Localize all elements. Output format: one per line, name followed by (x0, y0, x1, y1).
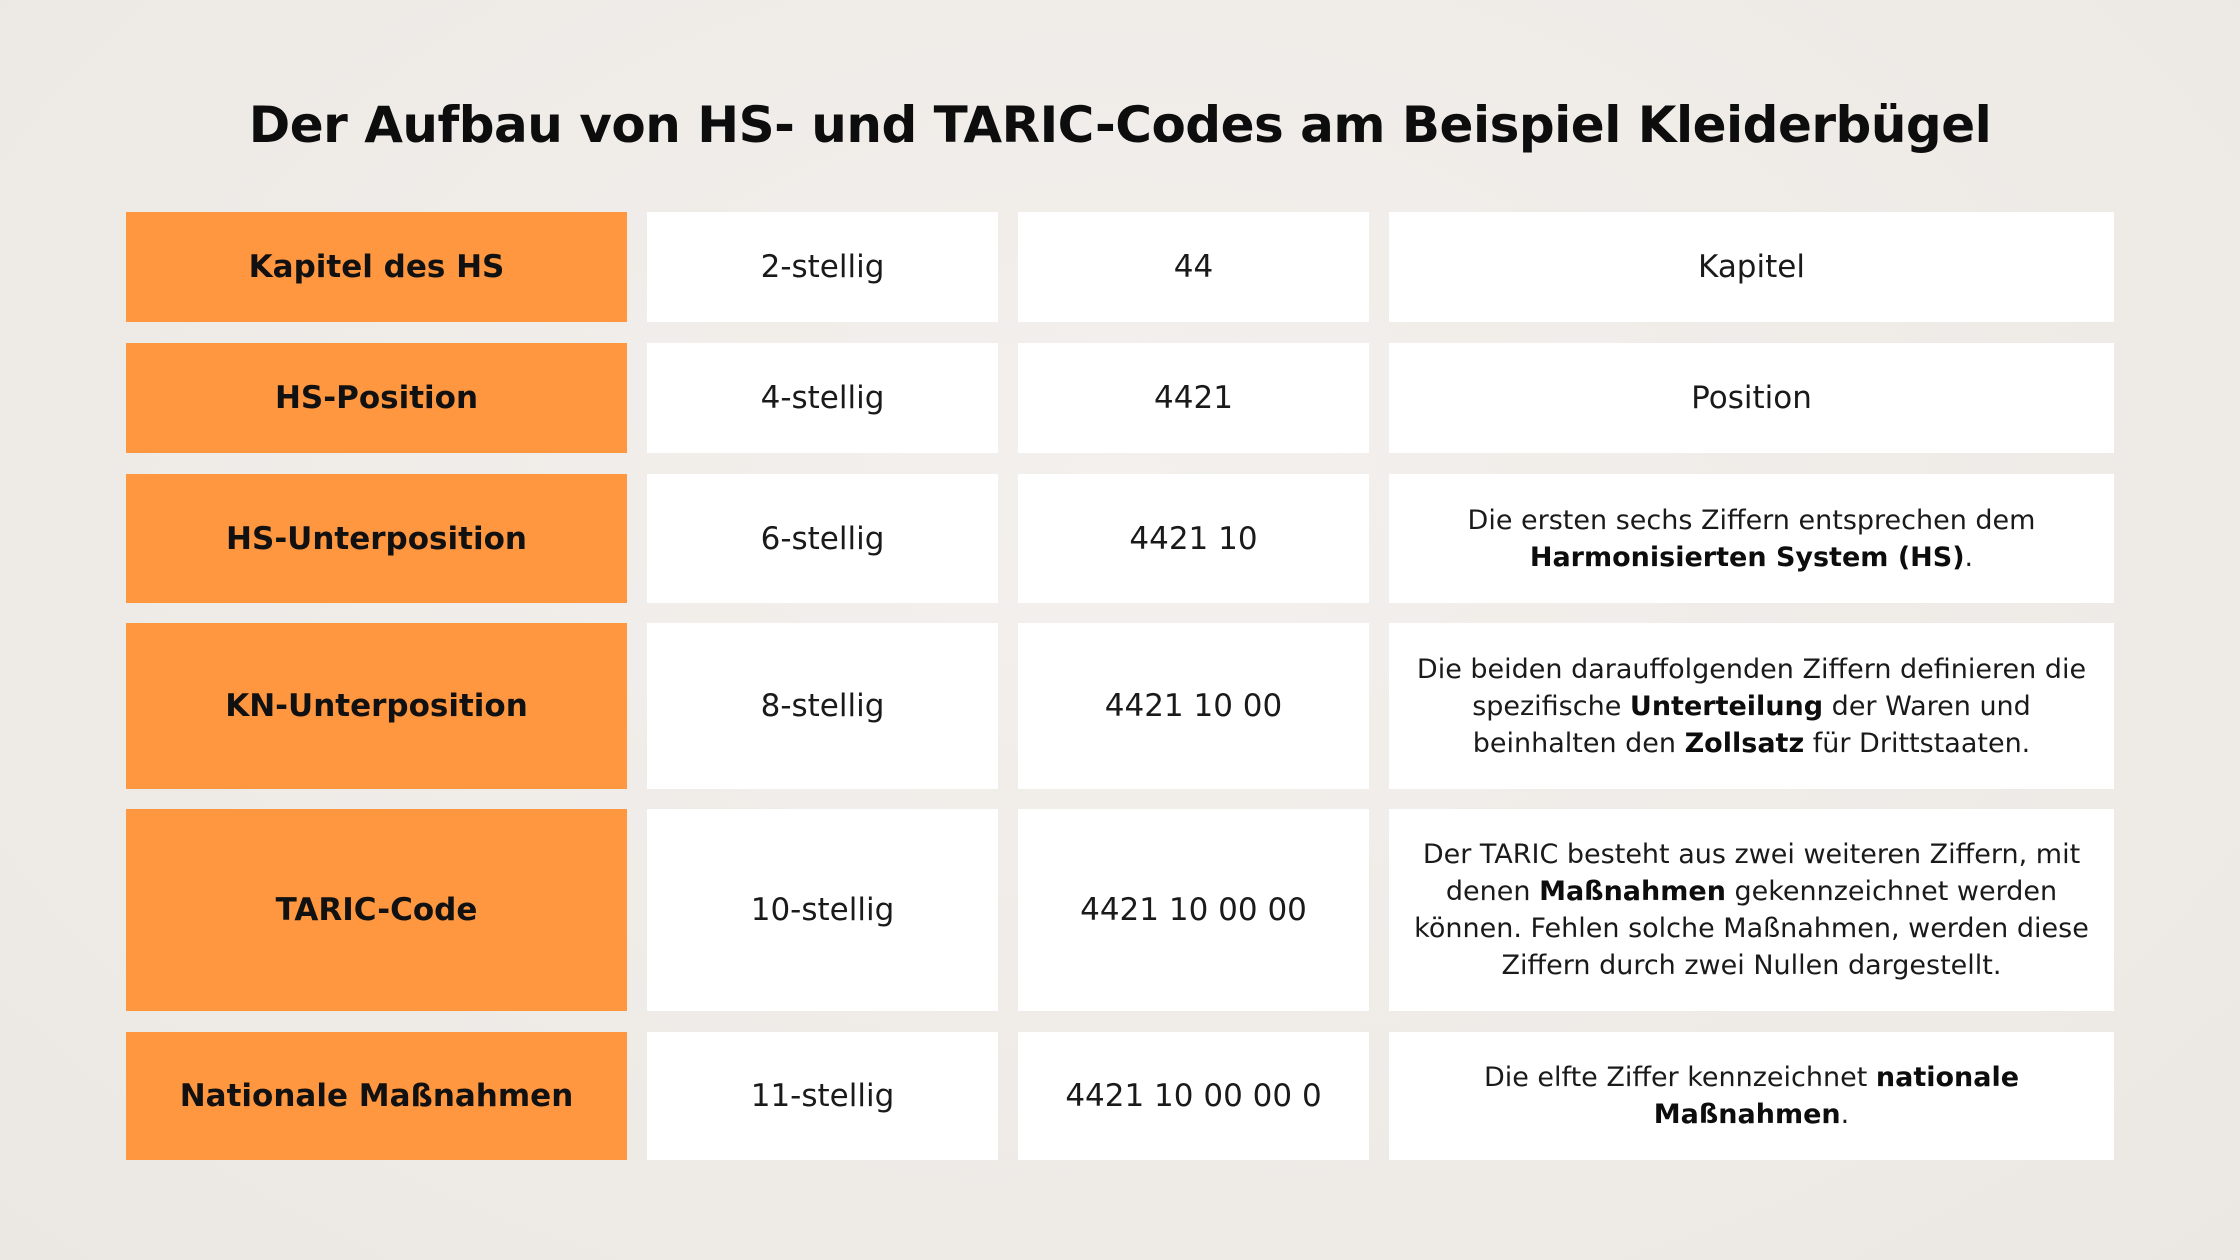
description-run: Position (1691, 379, 1812, 416)
row-label: Kapitel des HS (126, 212, 627, 322)
description-run: Die ersten sechs Ziffern entsprechen dem (1467, 504, 2036, 536)
page-title: Der Aufbau von HS- und TARIC-Codes am Beispiel Kleiderbügel (248, 96, 1992, 154)
row-description (1389, 212, 2114, 322)
digit-count: 8-stellig (647, 623, 998, 789)
table-row-kapitel (126, 212, 2114, 322)
row-label: KN-Unterposition (126, 623, 627, 789)
row-description (1389, 1032, 2114, 1160)
digit-count: 10-stellig (647, 809, 998, 1011)
table-row-nationale-massnahmen (126, 1032, 2114, 1160)
code-example: 4421 10 (1018, 474, 1369, 603)
table-row-hs-unterposition (126, 474, 2114, 603)
code-example: 4421 (1018, 343, 1369, 453)
description-text (1407, 1059, 2096, 1133)
code-example: 4421 10 00 (1018, 623, 1369, 789)
code-example: 4421 10 00 00 0 (1018, 1032, 1369, 1160)
description-run: für Drittstaaten. (1804, 727, 2031, 759)
digit-count: 2-stellig (647, 212, 998, 322)
table-row-taric-code (126, 809, 2114, 1011)
row-label: TARIC-Code (126, 809, 627, 1011)
description-text (1407, 836, 2096, 984)
code-example: 4421 10 00 00 (1018, 809, 1369, 1011)
description-run: Der TARIC besteht aus zwei weiteren Ziffern, mit denen (1422, 839, 2081, 907)
row-description (1389, 623, 2114, 789)
code-example: 44 (1018, 212, 1369, 322)
description-run: . (1964, 541, 1974, 573)
description-run: Die elfte Ziffer kennzeichnet (1483, 1062, 1876, 1093)
description-emphasis: Zollsatz (1684, 727, 1805, 759)
description-emphasis: nationale Maßnahmen (1653, 1062, 2020, 1130)
description-text (1407, 651, 2096, 762)
row-label: HS-Unterposition (126, 474, 627, 603)
description-text (1698, 249, 1805, 286)
row-label: Nationale Maßnahmen (126, 1032, 627, 1160)
table-row-kn-unterposition (126, 623, 2114, 789)
description-emphasis: Harmonisierten System (HS) (1529, 541, 1965, 573)
description-emphasis: Unterteilung (1629, 690, 1824, 722)
description-run: der Waren und beinhalten den (1472, 690, 2031, 759)
row-description (1389, 809, 2114, 1011)
description-run: . (1840, 1099, 1850, 1130)
description-emphasis: Maßnahmen (1539, 876, 1726, 907)
description-run: Kapitel (1698, 248, 1805, 285)
description-run: gekennzeichnet werden können. Fehlen solche Maßnahmen, werden diese Ziffern durch zwei Nullen dargestellt. (1414, 876, 2089, 981)
digit-count: 4-stellig (647, 343, 998, 453)
table-row-hs-position (126, 343, 2114, 453)
digit-count: 6-stellig (647, 474, 998, 603)
description-run: Die beiden darauffolgenden Ziffern definieren die spezifische (1416, 653, 2087, 722)
digit-count: 11-stellig (647, 1032, 998, 1160)
row-label: HS-Position (126, 343, 627, 453)
description-text (1407, 502, 2096, 576)
description-text (1691, 380, 1812, 417)
row-description (1389, 474, 2114, 603)
row-description (1389, 343, 2114, 453)
